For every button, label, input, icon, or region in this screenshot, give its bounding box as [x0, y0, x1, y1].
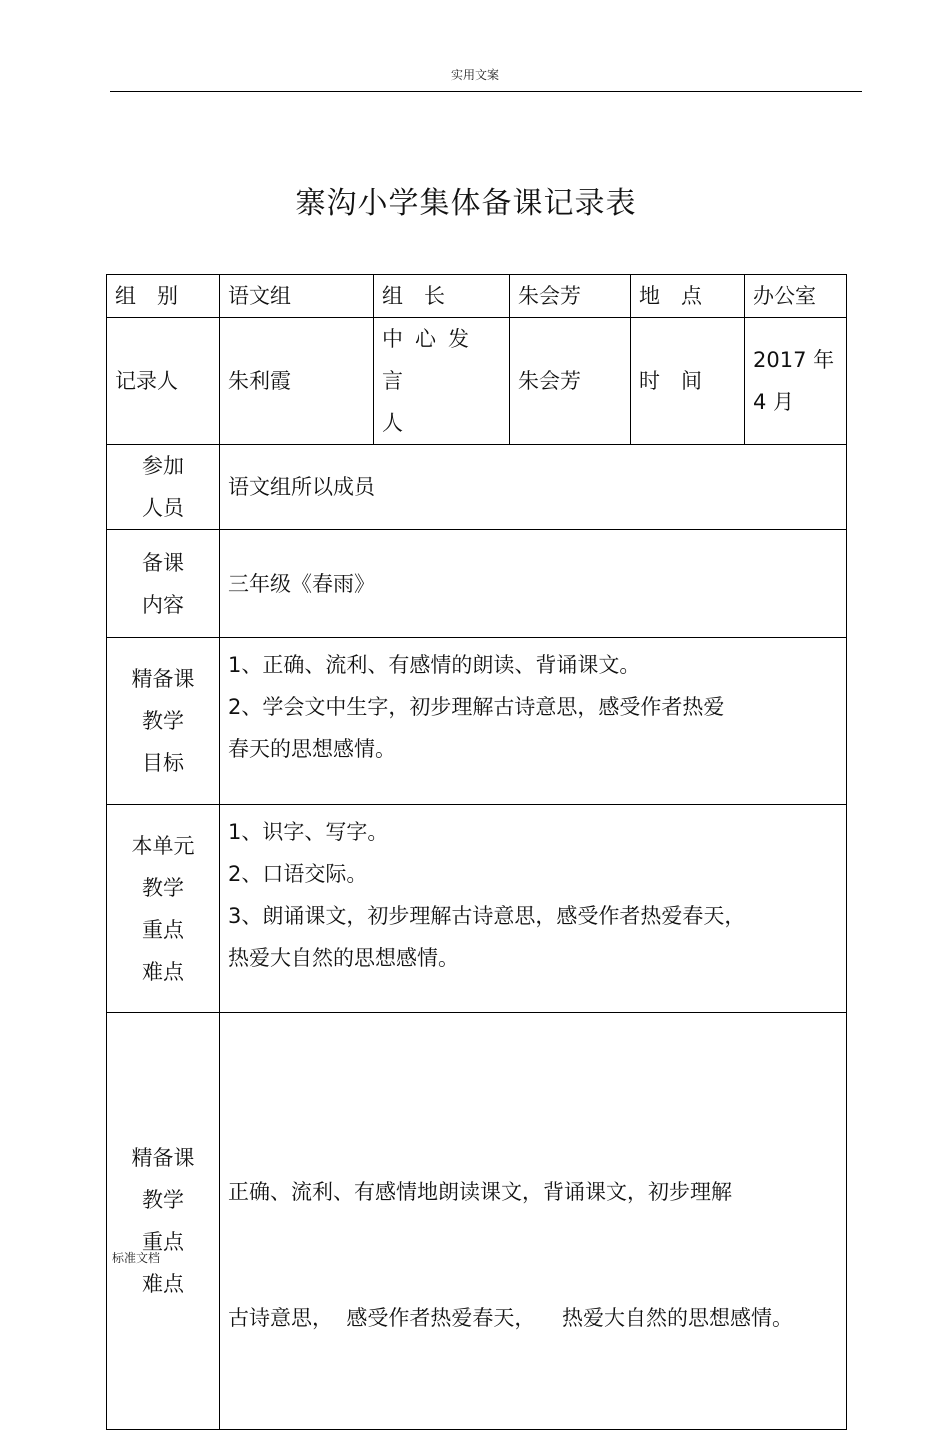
content-value: 三年级《春雨》 [228, 571, 375, 596]
participants-label-line2: 人员 [142, 496, 184, 520]
lesson-record-table [106, 274, 847, 1430]
goals-value-cell [220, 638, 847, 805]
unit-keypoints-label-line1: 本单元 [131, 833, 195, 858]
unit-keypoints-label-line3: 重点 [142, 917, 184, 942]
lesson-keypoints-line2: 古诗意思， 感受作者热爱春天， 热爱大自然的思想感情。 [228, 1306, 794, 1330]
footer-text: 标准文档 [112, 1251, 161, 1265]
goals-label-line3: 目标 [142, 751, 184, 775]
place-label: 地 点 [639, 284, 702, 308]
lesson-keypoints-label-line1: 精备课 [131, 1146, 195, 1170]
time-label-cell [631, 318, 745, 445]
page-title: 寨沟小学集体备课记录表 [295, 186, 637, 221]
group-label: 组 别 [115, 284, 178, 308]
participants-value: 语文组所以成员 [228, 475, 375, 499]
unit-keypoints-label-line2: 教学 [142, 875, 184, 900]
speaker-label-cell [374, 318, 510, 445]
place-label-cell [631, 275, 745, 318]
speaker-label-line1: 中心发言 [382, 327, 481, 393]
unit-keypoints-label-cell [107, 805, 220, 1013]
time-value-line2: 4 月 [753, 390, 795, 414]
recorder-label-cell [107, 318, 220, 445]
table-row [107, 275, 847, 318]
header-text: 实用文案 [450, 68, 499, 82]
content-label-line1: 备课 [142, 550, 184, 575]
goals-label-cell [107, 638, 220, 805]
content-label-cell [107, 530, 220, 638]
unit-keypoints-line3: 3、朗诵课文，初步理解古诗意思，感受作者热爱春天， [228, 904, 746, 928]
speaker-value-cell [510, 318, 631, 445]
leader-label-cell [374, 275, 510, 318]
participants-value-cell [220, 445, 847, 530]
table-row [107, 1013, 847, 1430]
participants-label-line1: 参加 [142, 454, 184, 478]
lesson-keypoints-label-line2: 教学 [142, 1188, 184, 1212]
header-rule [110, 91, 862, 92]
recorder-value-cell [220, 318, 374, 445]
unit-keypoints-line2: 2、口语交际。 [228, 862, 368, 886]
lesson-keypoints-label-line4: 难点 [142, 1272, 184, 1296]
goals-line1: 1、正确、流利、有感情的朗读、背诵课文。 [228, 653, 641, 677]
goals-line3: 春天的思想感情。 [228, 737, 396, 761]
goals-line2: 2、学会文中生字，初步理解古诗意思，感受作者热爱 [228, 695, 725, 719]
speaker-label-line2: 人 [382, 411, 403, 435]
table-row [107, 530, 847, 638]
lesson-keypoints-label-line3: 重点 [142, 1230, 184, 1254]
group-value: 语文组 [228, 284, 291, 308]
lesson-keypoints-label-cell [107, 1013, 220, 1430]
leader-label: 组 长 [382, 284, 445, 308]
speaker-label-line1-wrap [382, 318, 501, 402]
unit-keypoints-line4: 热爱大自然的思想感情。 [228, 946, 459, 970]
leader-value-cell [510, 275, 631, 318]
goals-label-line1: 精备课 [131, 667, 195, 691]
group-label-cell [107, 275, 220, 318]
unit-keypoints-value-cell [220, 805, 847, 1013]
time-label: 时 间 [639, 369, 702, 393]
table-row [107, 805, 847, 1013]
recorder-value: 朱利霞 [228, 369, 291, 393]
table-row [107, 318, 847, 445]
place-value: 办公室 [753, 284, 816, 308]
lesson-keypoints-value-cell [220, 1013, 847, 1430]
leader-value: 朱会芳 [518, 284, 581, 308]
time-value-cell [745, 318, 847, 445]
unit-keypoints-line1: 1、识字、写字。 [228, 820, 389, 844]
goals-label-line2: 教学 [142, 709, 184, 733]
content-label-line2: 内容 [142, 592, 184, 617]
time-value-line1: 2017 年 [753, 348, 835, 372]
lesson-keypoints-line1: 正确、流利、有感情地朗读课文，背诵课文，初步理解 [228, 1180, 732, 1204]
participants-label-cell [107, 445, 220, 530]
place-value-cell [745, 275, 847, 318]
content-value-cell [220, 530, 847, 638]
recorder-label: 记录人 [115, 369, 178, 393]
speaker-value: 朱会芳 [518, 369, 581, 393]
table-row [107, 445, 847, 530]
table-row [107, 638, 847, 805]
unit-keypoints-label-line4: 难点 [142, 959, 184, 984]
group-value-cell [220, 275, 374, 318]
